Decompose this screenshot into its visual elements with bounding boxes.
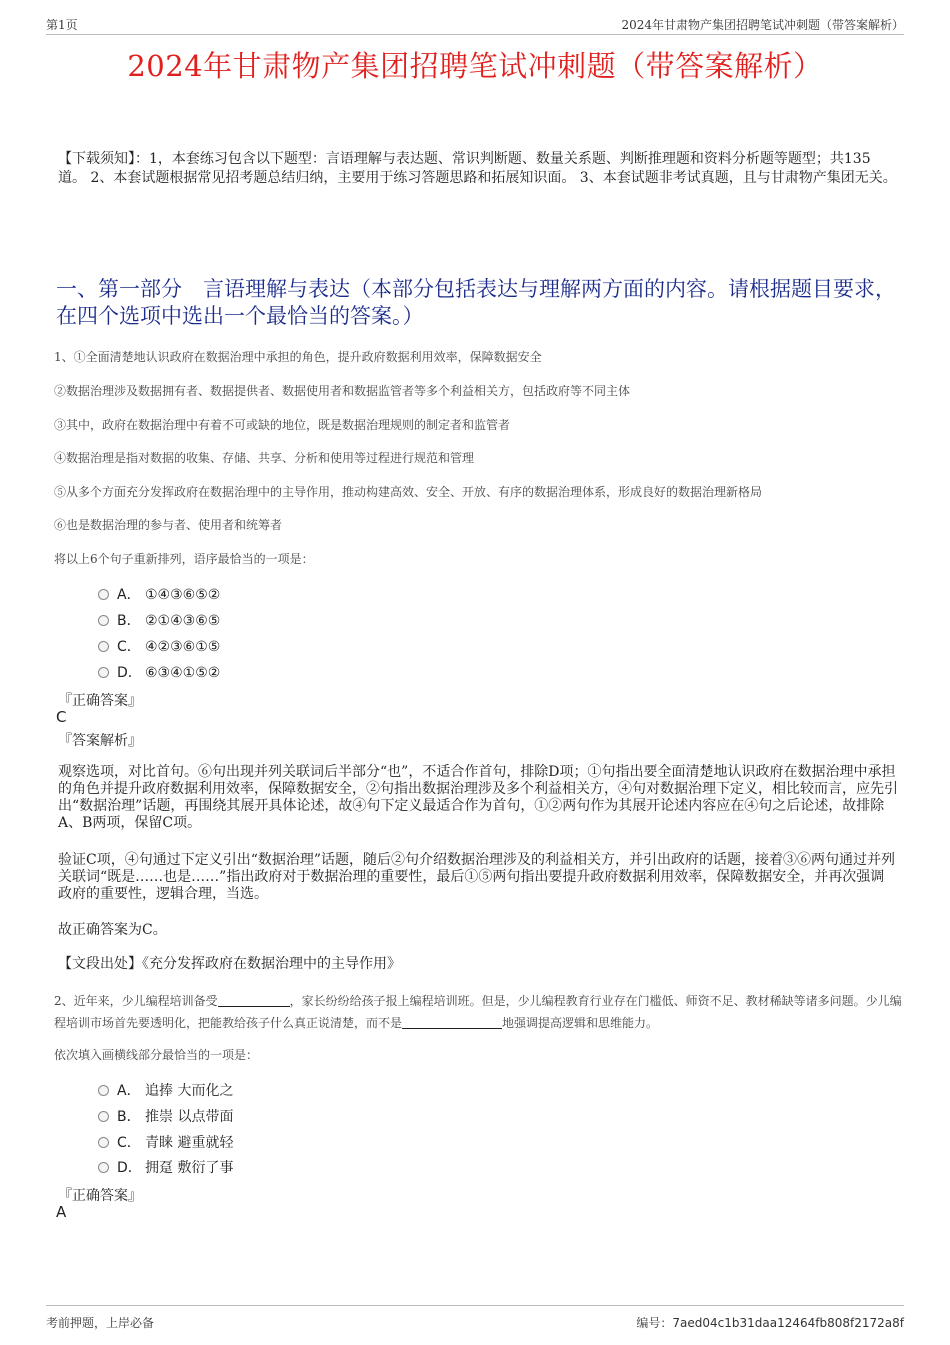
- q1-line-4: ④数据治理是指对数据的收集、存储、共享、分析和使用等过程进行规范和管理: [54, 451, 475, 465]
- option-letter: A．: [117, 1083, 141, 1099]
- q2-answer-label: 『正确答案』: [58, 1188, 142, 1204]
- q1-answer: C: [56, 708, 67, 726]
- q1-line-1: 1、①全面清楚地认识政府在数据治理中承担的角色，提升政府数据利用效率，保障数据安全: [54, 350, 542, 364]
- q2-blank-1: [218, 1006, 290, 1007]
- q2-stem-part-3: 地强调提高逻辑和思维能力。: [502, 1016, 659, 1030]
- q1-source: 【文段出处】《充分发挥政府在数据治理中的主导作用》: [58, 956, 401, 972]
- q1-prompt: 将以上6个句子重新排列，语序最恰当的一项是：: [54, 552, 314, 566]
- option-text: ④②③⑥①⑤: [145, 639, 221, 655]
- option-letter: B．: [117, 613, 141, 629]
- option-letter: D．: [117, 665, 142, 681]
- radio-icon[interactable]: [98, 589, 109, 600]
- q2-stem: [54, 990, 904, 1034]
- radio-icon[interactable]: [98, 641, 109, 652]
- option-text: 拥趸 敷衍了事: [145, 1160, 234, 1176]
- q1-line-3: ③其中，政府在数据治理中有着不可或缺的地位，既是数据治理规则的制定者和监管者: [54, 418, 511, 432]
- radio-icon[interactable]: [98, 1137, 109, 1148]
- page-number: 第1页: [46, 18, 78, 32]
- option-text: 追捧 大而化之: [145, 1083, 234, 1099]
- q2-prompt: 依次填入画横线部分最恰当的一项是：: [54, 1048, 259, 1062]
- q1-option-d[interactable]: [98, 662, 220, 682]
- footer-slogan: 考前押题，上岸必备: [46, 1316, 155, 1330]
- radio-icon[interactable]: [98, 667, 109, 678]
- option-text: ⑥③④①⑤②: [145, 665, 221, 681]
- document-title: 2024年甘肃物产集团招聘笔试冲刺题（带答案解析）: [127, 49, 823, 83]
- q2-option-b[interactable]: [98, 1106, 233, 1126]
- option-letter: C．: [117, 1135, 141, 1151]
- q2-blank-2: [402, 1028, 502, 1029]
- q2-option-c[interactable]: [98, 1132, 233, 1152]
- option-text: ②①④③⑥⑤: [145, 613, 221, 629]
- option-letter: A．: [117, 587, 141, 603]
- q1-option-c[interactable]: [98, 636, 220, 656]
- q1-analysis-paragraph-1: 观察选项，对比首句。⑥句出现并列关联词后半部分“也”，不适合作首句，排除D项；①句指出要全面清楚地认识政府在数据治理中承担的角色并提升政府数据利用效率，保障数据安全，②句指出数据治理涉及多个利益相关方，④句对数据治理下定义，相比较而言，应先引出“数据治理”话题，再围绕其展开具体论述，故④句下定义最适合作为首句，①②两句作为其展开论述内容应在④句之后论述，故排除A、B两项，保留C项。: [58, 764, 898, 831]
- q1-option-b[interactable]: [98, 610, 220, 630]
- radio-icon[interactable]: [98, 615, 109, 626]
- download-notice: 【下载须知】：1，本套练习包含以下题型：言语理解与表达题、常识判断题、数量关系题、判断推理题和资料分析题等题型；共135道。 2、本套试题根据常见招考题总结归纳，主要用于练习答题思路和拓展知识面。 3、本套试题非考试真题，且与甘肃物产集团无关。: [58, 151, 897, 186]
- footer-code-value: 7aed04c1b31daa12464fb808f2172a8f: [672, 1316, 904, 1330]
- footer-code: [636, 1314, 904, 1331]
- q1-line-6: ⑥也是数据治理的参与者、使用者和统筹者: [54, 518, 283, 532]
- q1-analysis-label: 『答案解析』: [58, 733, 142, 749]
- option-letter: C．: [117, 639, 141, 655]
- q1-line-5: ⑤从多个方面充分发挥政府在数据治理中的主导作用，推动构建高效、安全、开放、有序的数据治理体系，形成良好的数据治理新格局: [54, 485, 763, 499]
- radio-icon[interactable]: [98, 1111, 109, 1122]
- page-header: [46, 14, 904, 35]
- q1-answer-label: 『正确答案』: [58, 693, 142, 709]
- option-letter: B．: [117, 1109, 141, 1125]
- option-text: 推崇 以点带面: [145, 1109, 234, 1125]
- option-letter: D．: [117, 1160, 142, 1176]
- footer-code-label: 编号：: [636, 1316, 673, 1330]
- radio-icon[interactable]: [98, 1085, 109, 1096]
- q1-line-2: ②数据治理涉及数据拥有者、数据提供者、数据使用者和数据监管者等多个利益相关方，包括政府等不同主体: [54, 384, 631, 398]
- q2-stem-part-2: ，家长纷纷给孩子报上编程培训班。但是，少儿编程教育行业存在门槛低、师资不足、教材稀缺等诸多问题。少儿编程培训市场首先要透明化，把能教给孩子什么真正说清楚，而不是: [54, 994, 902, 1030]
- q2-option-a[interactable]: [98, 1080, 233, 1100]
- header-doc-title: 2024年甘肃物产集团招聘笔试冲刺题（带答案解析）: [621, 18, 904, 32]
- q1-option-a[interactable]: [98, 584, 220, 604]
- section-heading: 一、第一部分 言语理解与表达（本部分包括表达与理解两方面的内容。请根据题目要求，在四个选项中选出一个最恰当的答案。）: [56, 277, 896, 328]
- radio-icon[interactable]: [98, 1162, 109, 1173]
- q2-answer: A: [56, 1203, 67, 1221]
- option-text: 青睐 避重就轻: [145, 1135, 234, 1151]
- option-text: ①④③⑥⑤②: [145, 587, 221, 603]
- page-footer: [46, 1305, 904, 1328]
- q2-option-d[interactable]: [98, 1157, 233, 1177]
- q2-stem-part-1: 2、近年来，少儿编程培训备受: [54, 994, 218, 1008]
- q1-analysis-conclusion: 故正确答案为C。: [58, 922, 167, 938]
- q1-analysis-paragraph-2: 验证C项，④句通过下定义引出“数据治理”话题，随后②句介绍数据治理涉及的利益相关方，并引出政府的话题，接着③⑥两句通过并列关联词“既是……也是……”指出政府对于数据治理的重要性，最后①⑤两句指出要提升政府数据利用效率，保障数据安全，并再次强调政府的重要性，逻辑合理，当选。: [58, 852, 896, 902]
